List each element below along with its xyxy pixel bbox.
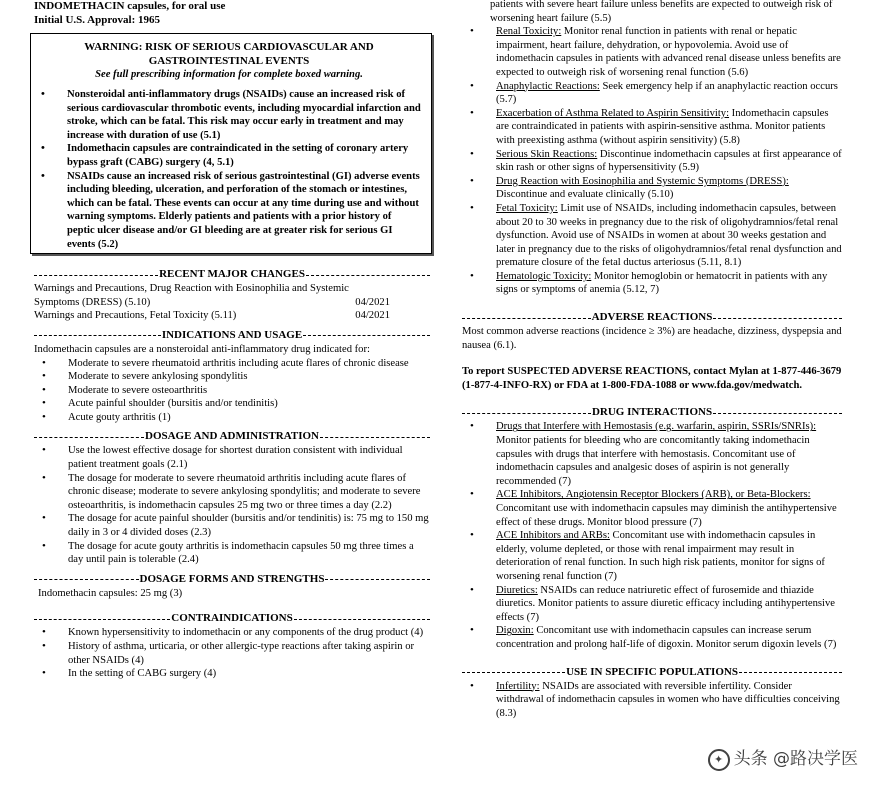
list-item: • Moderate to severe rheumatoid arthritis including acute flares of chronic disease bbox=[42, 356, 409, 369]
list-item: • Drugs that Interfere with Hemostasis (e.g. warfarin, aspirin, SSRIs/SNRIs): Monitor patients for bleeding who are concomitantly taking indomethacin capsules with drugs that interfere with hemostasis. Concomitant use of indomethacin capsules and analgesic doses of aspirin is not generally recommended (7) bbox=[470, 420, 817, 487]
list-item: • Acute painful shoulder (bursitis and/or tendinitis) bbox=[42, 397, 278, 410]
watermark: ✦ 头条 @路决学医 bbox=[708, 749, 858, 771]
bullet-icon: • bbox=[42, 512, 46, 525]
recent-change-1-date: 04/2021 bbox=[355, 296, 390, 308]
list-item: • History of asthma, urticaria, or other allergic-type reactions after taking aspirin or other NSAIDs (4) bbox=[42, 640, 415, 666]
bullet-icon: • bbox=[42, 444, 46, 457]
recent-change-1: Warnings and Precautions, Drug Reaction with Eosinophilia and Systemic Symptoms (DRESS) (5.10) 04/2021 bbox=[34, 283, 390, 308]
dosage-forms-text: Indomethacin capsules: 25 mg (3) bbox=[38, 587, 183, 599]
bullet-icon: • bbox=[470, 488, 474, 501]
section-heading-indications: INDICATIONS AND USAGE bbox=[34, 329, 430, 342]
bullet-icon: • bbox=[42, 383, 46, 396]
bullet-icon: • bbox=[470, 529, 474, 542]
list-item: • Exacerbation of Asthma Related to Aspirin Sensitivity: Indomethacin capsules are contraindicated in patients with aspirin-sensitive asthma. Monitor patients with preexisting asthma (without aspirin sensitivity) (5.8) bbox=[470, 106, 829, 146]
section-heading-dosage: DOSAGE AND ADMINISTRATION bbox=[34, 430, 430, 443]
bullet-icon: • bbox=[42, 626, 46, 639]
list-item: • Drug Reaction with Eosinophilia and Systemic Symptoms (DRESS): Discontinue and evaluate clinically (5.10) bbox=[470, 174, 789, 201]
adverse-text: Most common adverse reactions (incidence ≥ 3%) are headache, dizziness, dyspepsia and nausea (6.1). bbox=[462, 326, 842, 351]
warnings-list bbox=[462, 25, 842, 297]
populations-list bbox=[462, 680, 842, 721]
list-item: • The dosage for acute painful shoulder (bursitis and/or tendinitis) is: 75 mg to 150 mg daily in 3 or 4 divided doses (2.3) bbox=[42, 512, 429, 539]
bullet-icon: • bbox=[470, 25, 474, 38]
list-item: • Acute gouty arthritis (1) bbox=[42, 410, 171, 423]
list-item: • Indomethacin capsules are contraindicated in the setting of coronary artery bypass graft (CABG) surgery (4, 5.1) bbox=[41, 142, 409, 168]
bullet-icon: • bbox=[470, 79, 474, 92]
boxed-warning-subtitle: See full prescribing information for complete boxed warning. bbox=[95, 69, 363, 80]
list-item: • ACE Inhibitors and ARBs: Concomitant use with indomethacin capsules in elderly, volume depleted, or those with renal impairment may result in deterioration of renal function. In such high risk patients, monitor for signs of worsening renal function (7) bbox=[470, 529, 825, 582]
boxed-warning-title-1: WARNING: RISK OF SERIOUS CARDIOVASCULAR AND bbox=[84, 41, 374, 53]
indications-intro: Indomethacin capsules are a nonsteroidal anti-inflammatory drug indicated for: bbox=[34, 343, 370, 355]
bullet-icon: • bbox=[42, 667, 46, 680]
list-item: • Known hypersensitivity to indomethacin or any components of the drug product (4) bbox=[42, 626, 424, 639]
approval-line: Initial U.S. Approval: 1965 bbox=[34, 13, 161, 26]
left-column bbox=[34, 0, 430, 681]
list-item: • The dosage for moderate to severe rheumatoid arthritis including acute flares of chronic disease; moderate to severe ankylosing spondylitis; and moderate to severe osteoarthritis, is indomethacin capsules 25 mg two or three times a day (2.2) bbox=[42, 471, 421, 511]
boxed-warning-list bbox=[37, 88, 421, 251]
bullet-icon: • bbox=[42, 356, 46, 369]
section-heading-recent-changes: RECENT MAJOR CHANGES bbox=[34, 268, 430, 281]
list-item: • Digoxin: Concomitant use with indomethacin capsules can increase serum concentration and prolong half-life of digoxin. Monitor serum digoxin levels (7) bbox=[470, 624, 837, 650]
list-item: • In the setting of CABG surgery (4) bbox=[42, 667, 217, 680]
bullet-icon: • bbox=[42, 410, 46, 423]
interactions-list bbox=[462, 420, 842, 651]
bullet-icon: • bbox=[41, 88, 45, 100]
list-item: • Fetal Toxicity: Limit use of NSAIDs, including indomethacin capsules, between about 20 to 30 weeks in pregnancy due to the risk of oligohydramnios/fetal renal dysfunction. Avoid use of NSAIDs in women at about 30 weeks gestation and later in pregnancy due to the risks of oligohydramnios/fetal renal dysfunction and premature closure of the fetal ductus arteriosus (5.11, 8.1) bbox=[470, 201, 842, 269]
list-item: • Hematologic Toxicity: Monitor hemoglobin or hematocrit in patients with any signs or symptoms of anemia (5.12, 7) bbox=[470, 269, 828, 296]
list-item: • Nonsteroidal anti-inflammatory drugs (NSAIDs) cause an increased risk of serious cardiovascular thrombotic events, including myocardial infarction and stroke, which can be fatal. This risk may occur early in treatment and may increase with duration of use (5.1) bbox=[41, 88, 421, 141]
bullet-icon: • bbox=[42, 539, 46, 552]
bullet-icon: • bbox=[41, 142, 45, 155]
watermark-logo-icon: ✦ bbox=[708, 749, 730, 771]
bullet-icon: • bbox=[470, 583, 474, 596]
section-heading-contraindications: CONTRAINDICATIONS bbox=[34, 612, 430, 625]
list-item: • NSAIDs cause an increased risk of serious gastrointestinal (GI) adverse events including bleeding, ulceration, and perforation of the stomach or intestines, which can be fatal. These events can occur at any time during use and without warning symptoms. Elderly patients and patients with a prior history of peptic ulcer disease and/or GI bleeding are at greater risk for serious GI events (5.2) bbox=[41, 169, 420, 250]
bullet-icon: • bbox=[470, 147, 474, 160]
bullet-icon: • bbox=[470, 106, 474, 119]
list-item: • Diuretics: NSAIDs can reduce natriuretic effect of furosemide and thiazide diuretics. Monitor patients to assure diuretic efficacy including antihypertensive effects (7) bbox=[470, 583, 835, 623]
bullet-icon: • bbox=[42, 397, 46, 410]
list-item: • Renal Toxicity: Monitor renal function in patients with renal or hepatic impairment, heart failure, dehydration, or hypovolemia. Avoid use of indomethacin capsules in patients with advanced renal disease unless benefits are expected to outweigh risk of worsening renal function (5.6) bbox=[470, 25, 841, 78]
bullet-icon: • bbox=[42, 640, 46, 652]
list-item: • Moderate to severe ankylosing spondylitis bbox=[42, 370, 248, 383]
indications-list bbox=[34, 357, 430, 425]
bullet-icon: • bbox=[470, 174, 474, 187]
list-item: • Anaphylactic Reactions: Seek emergency help if an anaphylactic reaction occurs (5.7) bbox=[470, 79, 838, 106]
list-item: • Use the lowest effective dosage for shortest duration consistent with individual patient treatment goals (2.1) bbox=[42, 444, 403, 471]
boxed-warning bbox=[30, 33, 432, 254]
recent-change-2-date: 04/2021 bbox=[355, 310, 390, 322]
section-heading-adverse: ADVERSE REACTIONS bbox=[462, 311, 842, 324]
bullet-icon: • bbox=[470, 420, 474, 433]
section-heading-populations: USE IN SPECIFIC POPULATIONS bbox=[462, 666, 842, 679]
bullet-icon: • bbox=[42, 370, 46, 383]
list-item: • Infertility: NSAIDs are associated with reversible infertility. Consider withdrawal of indomethacin capsules in women who have difficulties conceiving (8.3) bbox=[470, 679, 840, 719]
section-heading-interactions: DRUG INTERACTIONS bbox=[462, 406, 842, 419]
list-item: • Serious Skin Reactions: Discontinue indomethacin capsules at first appearance of skin rash or other signs of hypersensitivity (5.9) bbox=[470, 147, 842, 174]
section-heading-dosage-forms: DOSAGE FORMS AND STRENGTHS bbox=[34, 573, 430, 586]
list-item: • ACE Inhibitors, Angiotensin Receptor Blockers (ARB), or Beta-Blockers: Concomitant use with indomethacin capsules may diminish the antihypertensive effect of these drugs. Monitor blood pressure (7) bbox=[470, 488, 837, 528]
boxed-warning-title-2: GASTROINTESTINAL EVENTS bbox=[148, 55, 310, 67]
recent-change-2: Warnings and Precautions, Fetal Toxicity (5.11) 04/2021 bbox=[34, 310, 390, 322]
drug-title: INDOMETHACIN capsules, for oral use bbox=[34, 0, 226, 12]
list-item: • Moderate to severe osteoarthritis bbox=[42, 383, 208, 396]
right-column bbox=[462, 0, 842, 720]
list-item: • The dosage for acute gouty arthritis is indomethacin capsules 50 mg three times a day until pain is tolerable (2.4) bbox=[42, 539, 414, 566]
contraindications-list bbox=[34, 626, 430, 680]
bullet-icon: • bbox=[470, 679, 474, 692]
bullet-icon: • bbox=[42, 471, 46, 484]
bullet-icon: • bbox=[41, 169, 45, 182]
bullet-icon: • bbox=[470, 624, 474, 637]
bullet-icon: • bbox=[470, 269, 474, 282]
dosage-list bbox=[34, 444, 430, 566]
bullet-icon: • bbox=[470, 201, 474, 214]
warnings-continued-top: patients with severe heart failure unless benefits are expected to outweigh risk of worsening heart failure (5.5) bbox=[490, 0, 833, 24]
adverse-report: To report SUSPECTED ADVERSE REACTIONS, contact Mylan at 1-877-446-3679 (1-877-4-INFO-RX) or FDA at 1-800-FDA-1088 or www.fda.gov/medwatch. bbox=[462, 366, 842, 391]
